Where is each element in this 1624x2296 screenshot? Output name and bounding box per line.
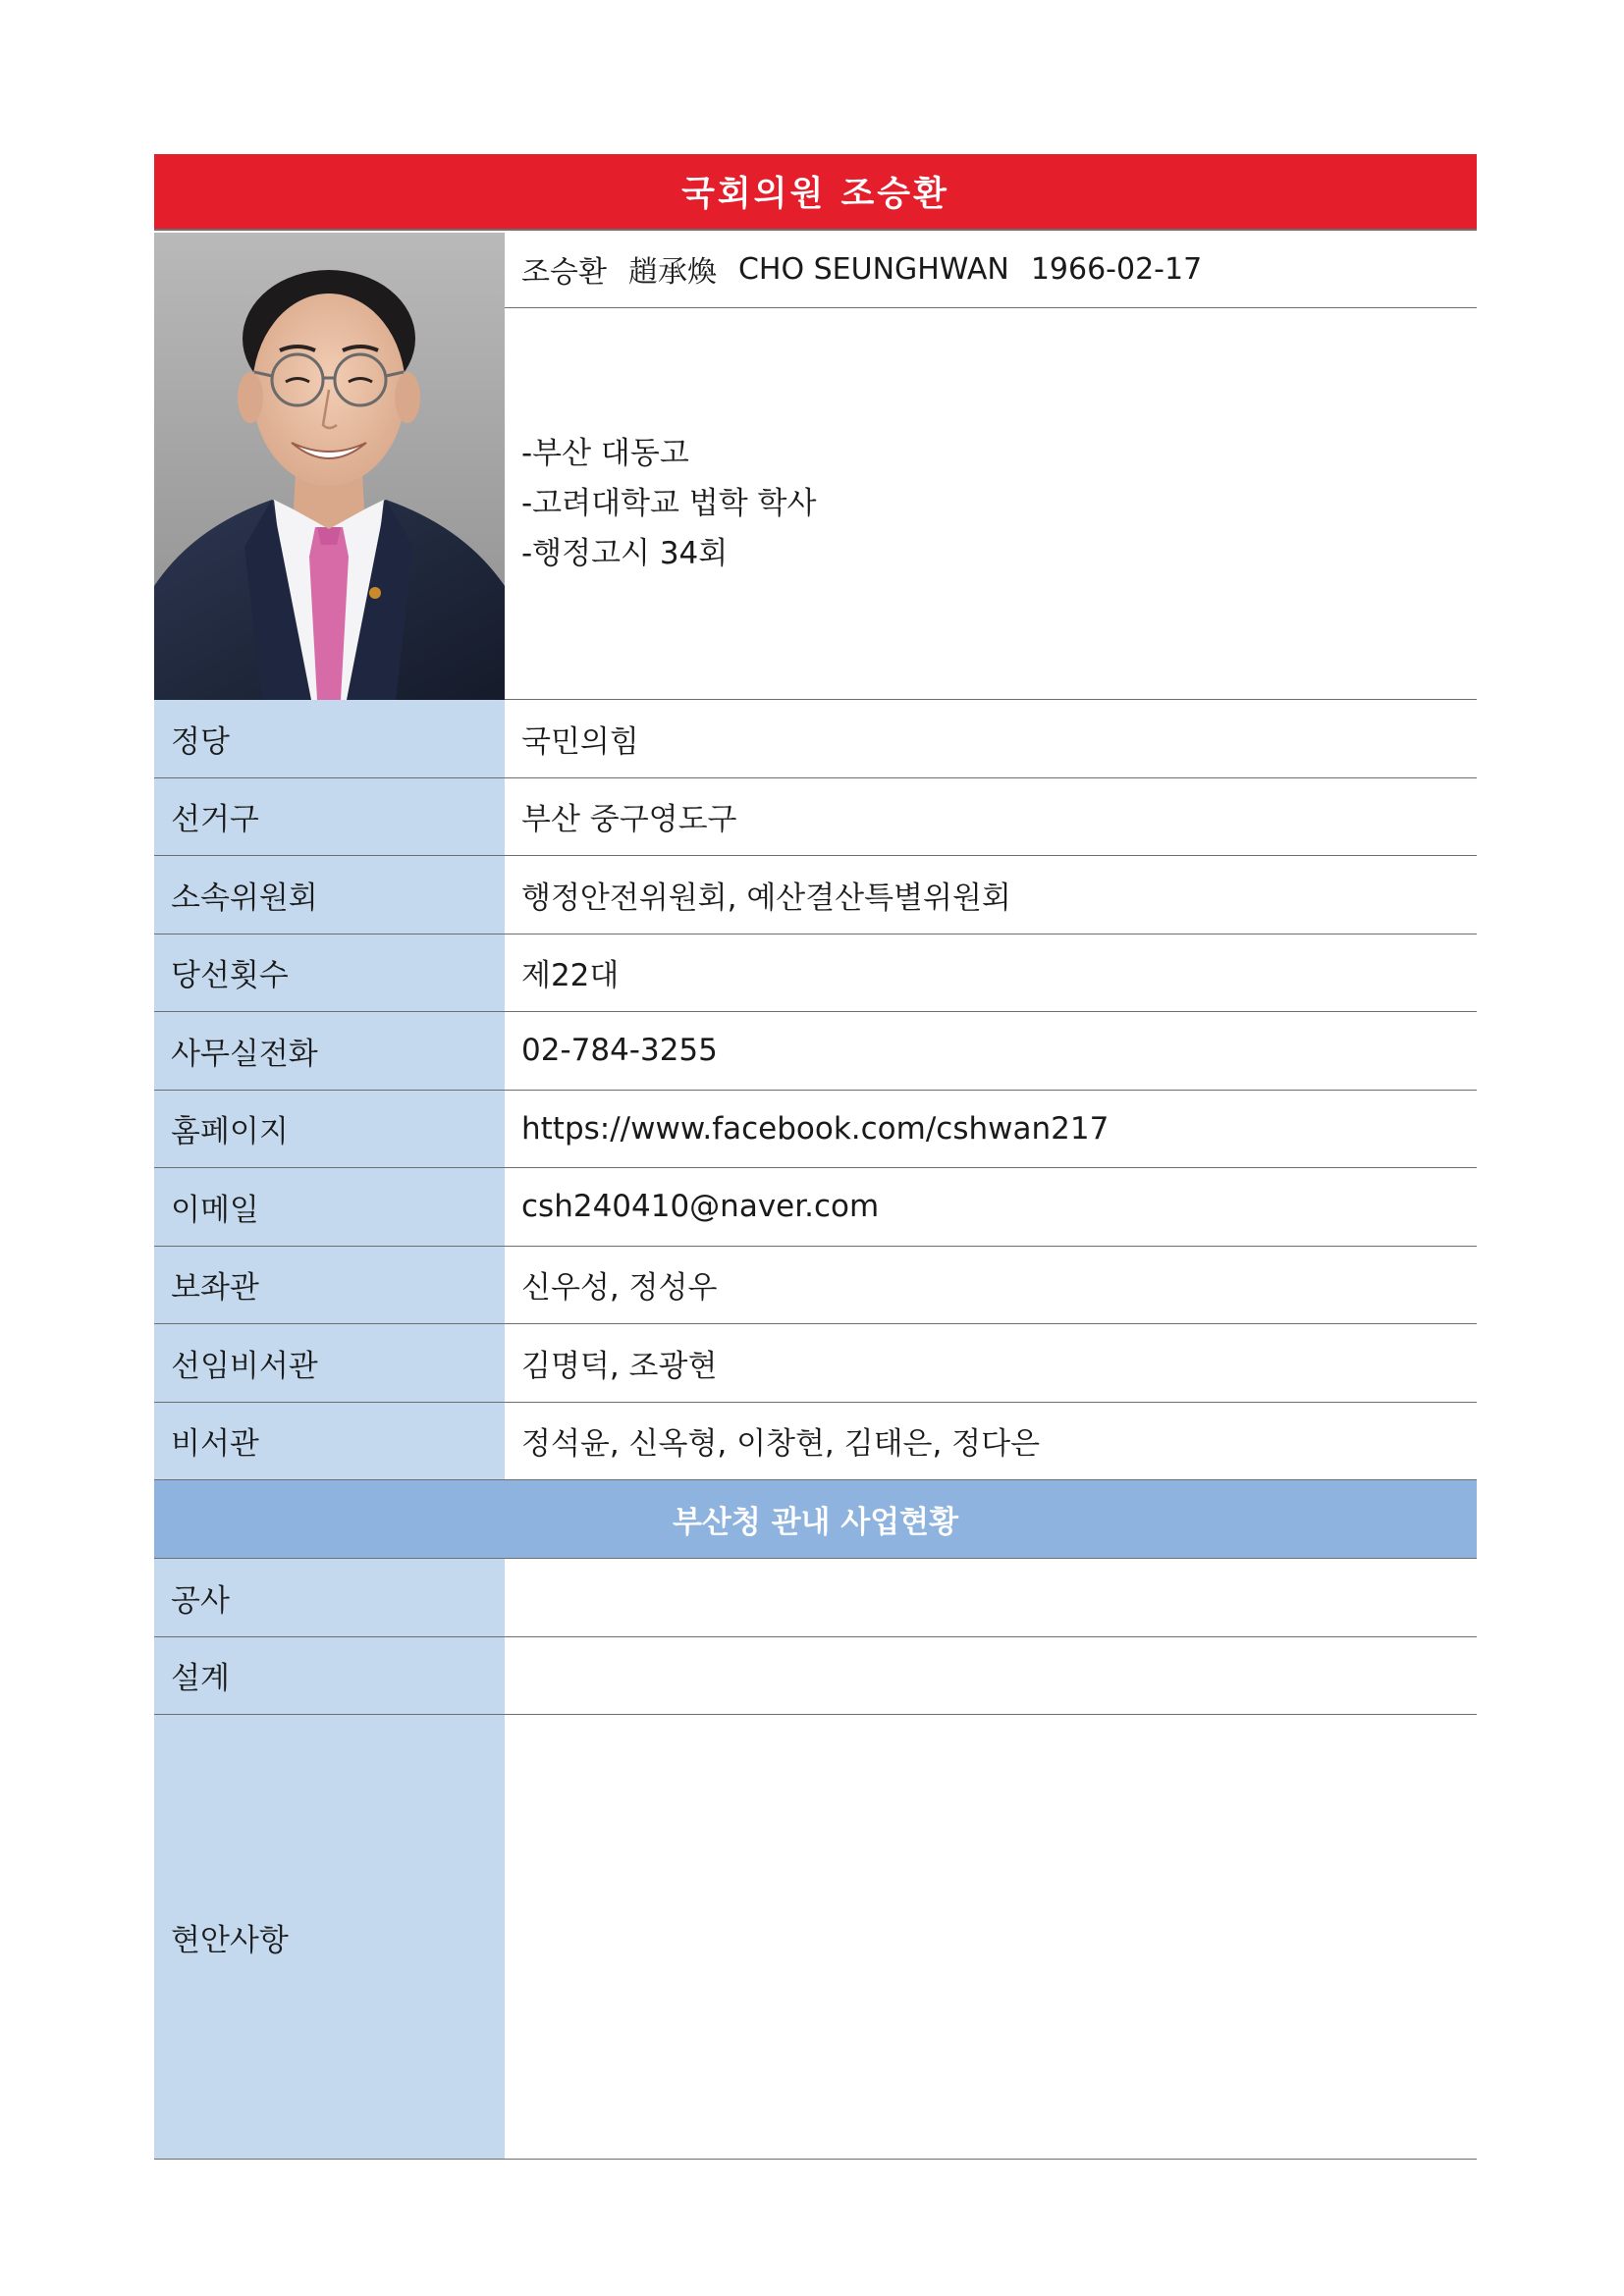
section-title: 부산청 관내 사업현황: [154, 1480, 1477, 1559]
info-label: 정당: [154, 700, 505, 777]
profile-sheet: [154, 154, 1477, 2160]
info-label: 사무실전화: [154, 1012, 505, 1090]
info-row-party: [154, 700, 1477, 778]
section-row-design: [154, 1637, 1477, 1716]
birth-date: 1966-02-17: [1030, 251, 1203, 287]
profile-block: [154, 231, 1477, 700]
info-row-district: [154, 778, 1477, 857]
info-value: 부산 중구영도구: [521, 802, 737, 838]
info-row-senior-secretaries: [154, 1324, 1477, 1403]
info-value: 02-784-3255: [521, 1033, 718, 1069]
info-label: 선임비서관: [154, 1324, 505, 1402]
section-row-issues: [154, 1715, 1477, 2160]
info-label: 당선횟수: [154, 934, 505, 1012]
career-item: -행정고시 34회: [521, 535, 729, 571]
info-row-homepage: [154, 1091, 1477, 1169]
info-label: 보좌관: [154, 1247, 505, 1324]
section-label: 현안사항: [154, 1715, 505, 2159]
info-label: 소속위원회: [154, 856, 505, 934]
info-value: 제22대: [521, 958, 620, 994]
career-item: -고려대학교 법학 학사: [521, 485, 817, 521]
homepage-link[interactable]: https://www.facebook.com/cshwan217: [521, 1110, 1110, 1147]
section-value: [505, 1559, 1477, 1636]
career-item: -부산 대동고: [521, 435, 689, 471]
info-label: 선거구: [154, 778, 505, 856]
info-label: 홈페이지: [154, 1091, 505, 1168]
info-row-terms: [154, 934, 1477, 1013]
info-row-committee: [154, 856, 1477, 934]
career-list: [505, 308, 1477, 699]
info-row-aides: [154, 1247, 1477, 1325]
info-row-email: [154, 1168, 1477, 1247]
info-row-phone: [154, 1012, 1477, 1091]
name-line: [505, 231, 1477, 308]
page-title: 국회의원 조승환: [154, 154, 1477, 231]
info-value: 김명덕, 조광현: [521, 1348, 718, 1384]
section-label: 공사: [154, 1559, 505, 1636]
info-value: 정석윤, 신옥형, 이창현, 김태은, 정다은: [521, 1426, 1041, 1463]
info-label: 이메일: [154, 1168, 505, 1246]
name-english: CHO SEUNGHWAN: [737, 251, 1009, 287]
section-label: 설계: [154, 1637, 505, 1715]
info-value: 신우성, 정성우: [521, 1270, 718, 1307]
info-value: 국민의힘: [521, 723, 639, 760]
info-value: 행정안전위원회, 예산결산특별위원회: [521, 880, 1011, 916]
name-korean: 조승환: [521, 255, 607, 290]
info-row-secretaries: [154, 1403, 1477, 1481]
section-row-construction: [154, 1559, 1477, 1637]
email-link[interactable]: csh240410@naver.com: [521, 1189, 880, 1225]
name-hanja: 趙承煥: [627, 255, 717, 290]
portrait-photo: [154, 233, 505, 700]
section-value: [505, 1637, 1477, 1715]
section-value: [505, 1715, 1477, 2159]
info-label: 비서관: [154, 1403, 505, 1480]
profile-details: [505, 231, 1477, 699]
